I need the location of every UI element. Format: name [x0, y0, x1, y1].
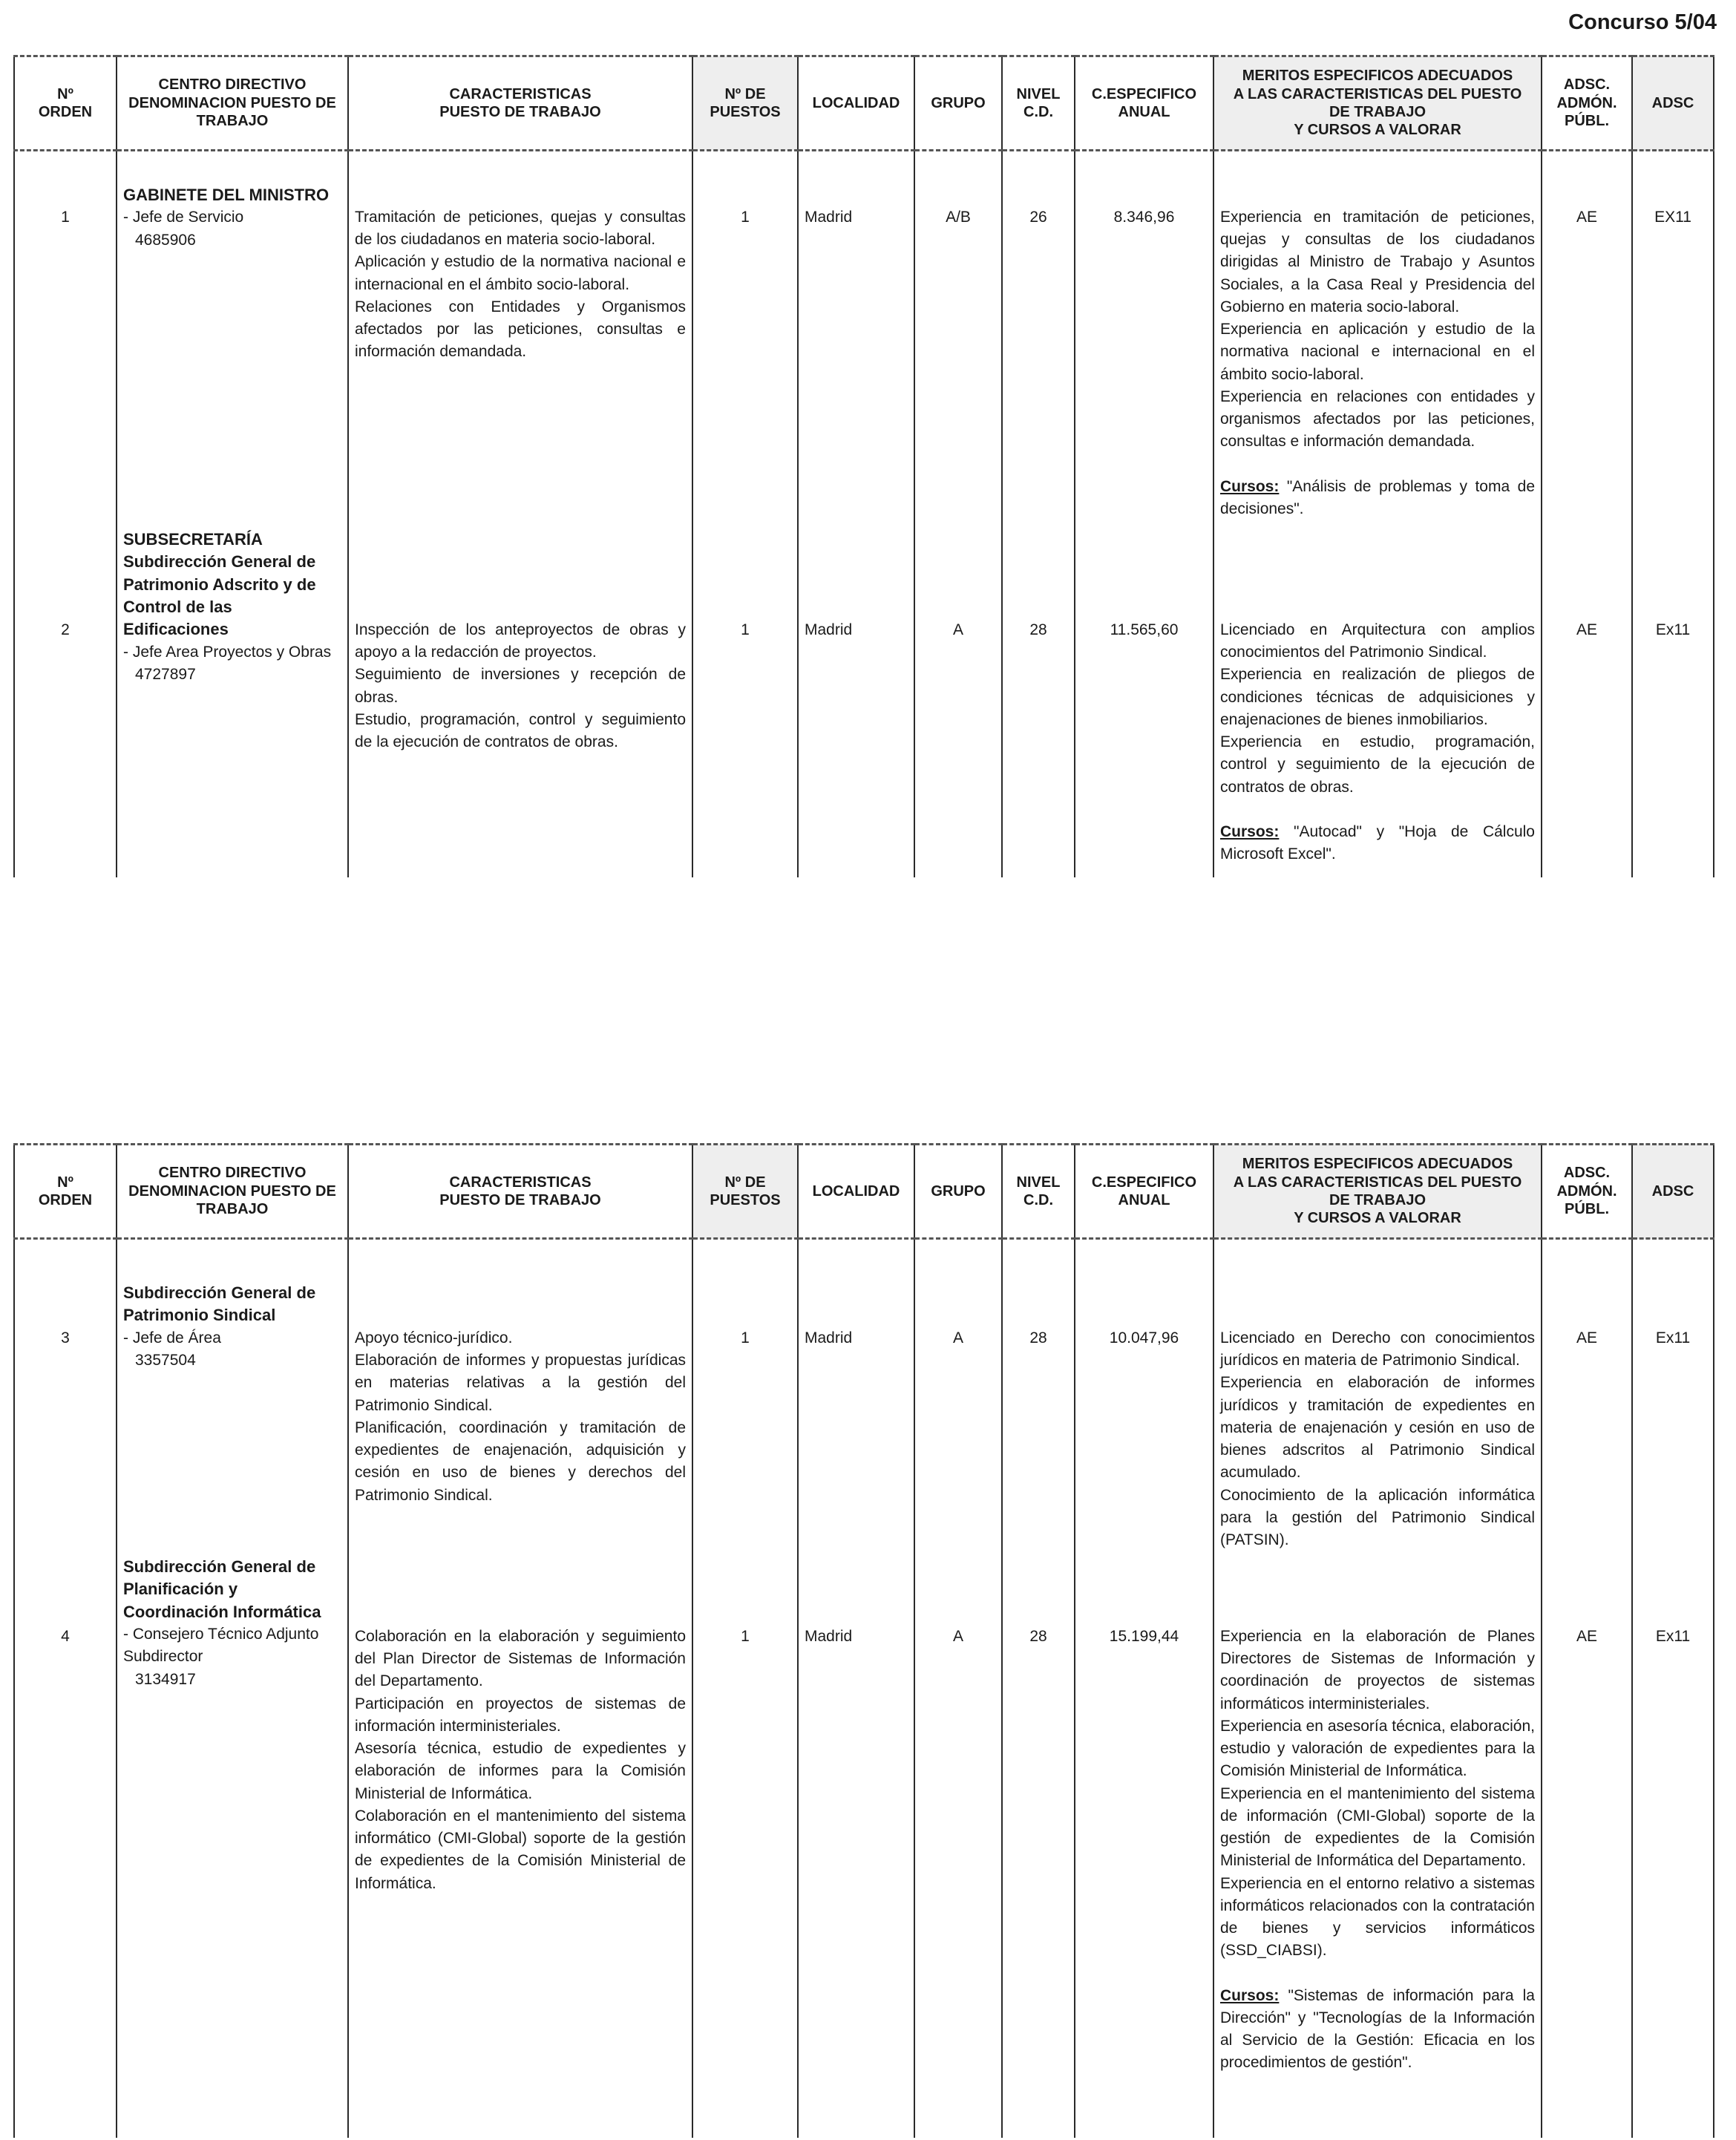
col-meritos: [1213, 151, 1542, 878]
post-code: 4685906: [135, 231, 196, 249]
header-meritos: MERITOS ESPECIFICOS ADECUADOS A LAS CARACTERISTICAS DEL PUESTO DE TRABAJO Y CURSOS A VALORAR: [1213, 56, 1542, 151]
table-block-2: [13, 1143, 1713, 2138]
row-2-centro: [123, 529, 341, 686]
row-4-caracteristicas: Colaboración en la elaboración y seguimiento del Plan Director de Sistemas de Información del Departamento. Participación en proyectos de sistemas de información interministeriales. Asesoría técnica, estudio de expedientes y elaboración de informes para la Comisión Ministerial de Informática. Colaboración en el mantenimiento del sistema informático (CMI-Global) soporte de la gestión de expedientes de la Comisión Ministerial de Informática.: [355, 1628, 686, 1892]
row-3-admon: AE: [1576, 1329, 1597, 1347]
org-title: Subdirección General de Planificación y Coordinación Informática: [123, 1557, 321, 1621]
org-title: GABINETE DEL MINISTRO: [123, 186, 330, 204]
post-name: - Consejero Técnico Adjunto Subdirector: [123, 1626, 319, 1666]
cursos-text: "Análisis de problemas y toma de decisiones".: [1220, 477, 1535, 517]
table-body-row: [14, 1239, 1714, 2139]
row-4-especifico: 15.199,44: [1109, 1628, 1179, 1645]
col-especifico: [1075, 151, 1213, 878]
table-block-1: [13, 55, 1713, 877]
header-grupo: GRUPO: [914, 56, 1002, 151]
header-grupo: GRUPO: [914, 1145, 1002, 1239]
row-1-nivel: 26: [1029, 209, 1047, 226]
table-header-row: [14, 1145, 1714, 1239]
header-nivel: NIVEL C.D.: [1002, 1145, 1075, 1239]
vacancies-table-1: [13, 55, 1714, 877]
row-2-orden: 2: [61, 621, 70, 638]
col-nivel: [1002, 1239, 1075, 2139]
row-3-puestos: 1: [741, 1329, 750, 1347]
row-1-puestos: 1: [741, 209, 750, 226]
row-2-puestos: 1: [741, 621, 750, 638]
vacancies-table-2: [13, 1143, 1714, 2138]
row-1-localidad: Madrid: [805, 209, 853, 226]
row-3-especifico: 10.047,96: [1109, 1329, 1179, 1347]
org-title: Subdirección General de Patrimonio Sindical: [123, 1283, 316, 1325]
col-grupo: [914, 1239, 1002, 2139]
row-3-centro: [123, 1282, 341, 1372]
header-centro: CENTRO DIRECTIVO DENOMINACION PUESTO DE TRABAJO: [117, 1145, 348, 1239]
row-1-centro: [123, 184, 341, 252]
header-localidad: LOCALIDAD: [798, 1145, 914, 1239]
row-4-admon: AE: [1576, 1628, 1597, 1645]
header-adsc: ADSC: [1632, 1145, 1714, 1239]
header-centro: CENTRO DIRECTIVO DENOMINACION PUESTO DE TRABAJO: [117, 56, 348, 151]
row-3-adsc: Ex11: [1655, 1329, 1691, 1347]
row-3-localidad: Madrid: [805, 1329, 853, 1347]
header-orden: Nº ORDEN: [14, 1145, 117, 1239]
post-name: - Jefe de Servicio: [123, 209, 244, 226]
col-adsc: [1632, 151, 1714, 878]
post-code: 3357504: [135, 1351, 196, 1369]
row-3-caracteristicas: Apoyo técnico-jurídico. Elaboración de informes y propuestas jurídicas en materias relativas a la gestión del Patrimonio Sindical. Planificación, coordinación y tramitación de expedientes de enajenación, adquisición y cesión en uso de bienes y derechos del Patrimonio Sindical.: [355, 1329, 686, 1504]
col-adsc: [1632, 1239, 1714, 2139]
row-3-nivel: 28: [1029, 1329, 1047, 1347]
row-3-meritos: Licenciado en Derecho con conocimientos jurídicos en materia de Patrimonio Sindical. Experiencia en elaboración de informes jurídicos y tramitación de expedientes en materia de enajenación y cesión en uso de bienes adscritos al Patrimonio Sindical acumulado. Conocimiento de la aplicación informática para la gestión del Patrimonio Sindical (PATSIN).: [1220, 1329, 1535, 1549]
row-2-especifico: 11.565,60: [1110, 621, 1179, 638]
post-code: 3134917: [135, 1670, 196, 1688]
header-admon: ADSC. ADMÓN. PÚBL.: [1542, 1145, 1632, 1239]
header-admon: ADSC. ADMÓN. PÚBL.: [1542, 56, 1632, 151]
row-2-adsc: Ex11: [1655, 621, 1691, 638]
row-1-especifico: 8.346,96: [1113, 209, 1175, 226]
header-puestos: Nº DE PUESTOS: [692, 1145, 798, 1239]
col-localidad: [798, 151, 914, 878]
row-4-meritos: Experiencia en la elaboración de Planes Directores de Sistemas de Información y coordinación de proyectos de sistemas informáticos interministeriales. Experiencia en asesoría técnica, elaboración, estudio y valoración de expedientes para la Comisión Ministerial de Informática. Experiencia en el mantenimiento del sistema de información (CMI-Global) soporte de la gestión de expedientes de la Comisión Ministerial de Informática del Departamento. Experiencia en el entorno relativo a sistemas informáticos relacionados con la contratación de bienes y servicios informáticos (SSD_CIABSI). Cursos: "Sistemas de información para la Dirección" y "Tecnologías de la Información al Servicio de la Gestión: Eficacia en los procedimientos de gestión".: [1220, 1628, 1535, 2072]
row-3-orden: 3: [61, 1329, 70, 1347]
col-nivel: [1002, 151, 1075, 878]
row-1-admon: AE: [1576, 209, 1597, 226]
row-1-grupo: A/B: [946, 209, 971, 226]
org-subtitle: Subdirección General de Patrimonio Adscrito y de Control de las Edificaciones: [123, 552, 316, 639]
col-puestos: [692, 1239, 798, 2139]
header-caracteristicas: CARACTERISTICAS PUESTO DE TRABAJO: [348, 56, 692, 151]
post-name: - Jefe de Área: [123, 1329, 221, 1347]
row-4-grupo: A: [952, 1628, 963, 1645]
header-adsc: ADSC: [1632, 56, 1714, 151]
row-4-nivel: 28: [1029, 1628, 1047, 1645]
col-meritos: [1213, 1239, 1542, 2139]
row-4-adsc: Ex11: [1655, 1628, 1691, 1645]
header-localidad: LOCALIDAD: [798, 56, 914, 151]
table-header-row: [14, 56, 1714, 151]
post-name: - Jefe Area Proyectos y Obras: [123, 643, 332, 661]
row-2-admon: AE: [1576, 621, 1597, 638]
row-4-centro: [123, 1556, 341, 1691]
header-especifico: C.ESPECIFICO ANUAL: [1075, 56, 1213, 151]
row-1-meritos: Experiencia en tramitación de peticiones, quejas y consultas de los ciudadanos dirigidas al Ministro de Trabajo y Asuntos Sociales, a la Casa Real y Presidencia del Gobierno en materia socio-laboral. Experiencia en aplicación y estudio de la normativa nacional e internacional en el ámbito socio-laboral. Experiencia en relaciones con entidades y organismos afectados por las peticiones, consultas e información demandada. Cursos: "Análisis de problemas y toma de decisiones".: [1220, 209, 1535, 517]
col-admon: [1542, 1239, 1632, 2139]
header-nivel: NIVEL C.D.: [1002, 56, 1075, 151]
col-admon: [1542, 151, 1632, 878]
row-3-grupo: A: [952, 1329, 963, 1347]
header-caracteristicas: CARACTERISTICAS PUESTO DE TRABAJO: [348, 1145, 692, 1239]
page-label: Concurso 5/04: [1568, 10, 1717, 34]
col-caracteristicas: [348, 1239, 692, 2139]
header-especifico: C.ESPECIFICO ANUAL: [1075, 1145, 1213, 1239]
col-localidad: [798, 1239, 914, 2139]
col-orden: [14, 151, 117, 878]
post-code: 4727897: [135, 666, 196, 684]
col-caracteristicas: [348, 151, 692, 878]
col-centro: [117, 151, 348, 878]
row-2-meritos: Licenciado en Arquitectura con amplios conocimientos del Patrimonio Sindical. Experiencia en realización de pliegos de condiciones técnicas de adquisiciones y enajenaciones de bienes inmobiliarios. Experiencia en estudio, programación, control y seguimiento de la ejecución de contratos de obras. Cursos: "Autocad" y "Hoja de Cálculo Microsoft Excel".: [1220, 621, 1535, 863]
row-2-localidad: Madrid: [805, 621, 853, 638]
org-title: SUBSECRETARÍA: [123, 530, 263, 549]
cursos-text: "Autocad" y "Hoja de Cálculo Microsoft Excel".: [1220, 822, 1535, 863]
table-body-row: [14, 151, 1714, 878]
cursos-label: Cursos:: [1220, 1986, 1280, 2004]
col-centro: [117, 1239, 348, 2139]
cursos-label: Cursos:: [1220, 477, 1280, 495]
row-4-puestos: 1: [741, 1628, 750, 1645]
col-puestos: [692, 151, 798, 878]
row-1-orden: 1: [61, 209, 70, 226]
cursos-text: "Sistemas de información para la Dirección" y "Tecnologías de la Información al Servicio de la Gestión: Eficacia en los procedimientos de gestión".: [1220, 1986, 1535, 2072]
row-1-caracteristicas: Tramitación de peticiones, quejas y consultas de los ciudadanos en materia socio-laboral. Aplicación y estudio de la normativa nacional e internacional en el ámbito socio-laboral. Relaciones con Entidades y Organismos afectados por las peticiones, consultas e información demandada.: [355, 209, 686, 361]
header-puestos: Nº DE PUESTOS: [692, 56, 798, 151]
row-2-caracteristicas: Inspección de los anteproyectos de obras y apoyo a la redacción de proyectos. Seguimiento de inversiones y recepción de obras. Estudio, programación, control y seguimiento de la ejecución de contratos de obras.: [355, 621, 686, 751]
row-4-localidad: Madrid: [805, 1628, 853, 1645]
col-orden: [14, 1239, 117, 2139]
row-2-nivel: 28: [1029, 621, 1047, 638]
header-meritos: MERITOS ESPECIFICOS ADECUADOS A LAS CARACTERISTICAS DEL PUESTO DE TRABAJO Y CURSOS A VALORAR: [1213, 1145, 1542, 1239]
header-orden: Nº ORDEN: [14, 56, 117, 151]
row-2-grupo: A: [952, 621, 963, 638]
row-1-adsc: EX11: [1654, 209, 1691, 226]
col-grupo: [914, 151, 1002, 878]
cursos-label: Cursos:: [1220, 822, 1280, 840]
col-especifico: [1075, 1239, 1213, 2139]
row-4-orden: 4: [61, 1628, 70, 1645]
